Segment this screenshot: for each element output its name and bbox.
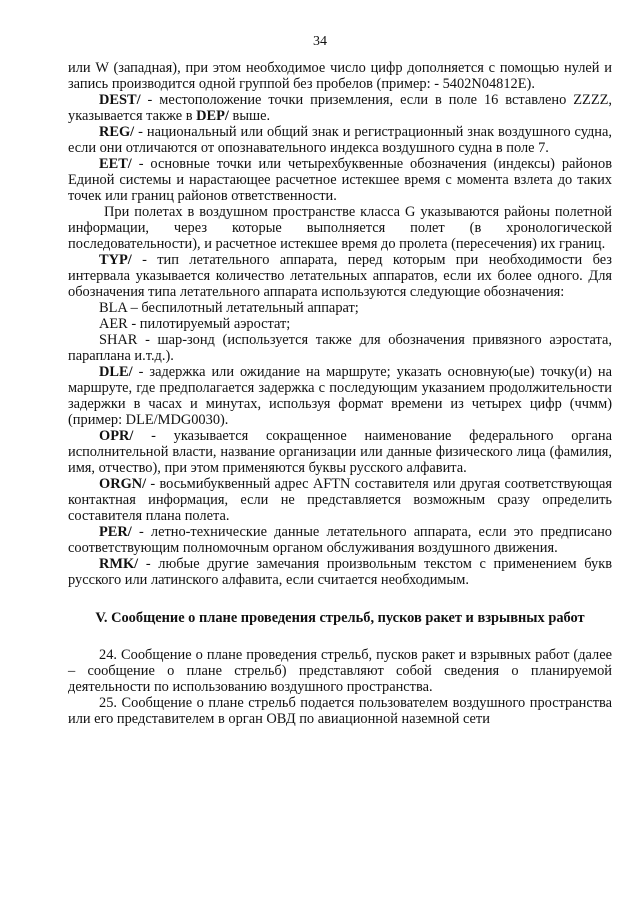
field-code: DEP/ — [196, 108, 229, 124]
field-code: RMK/ — [99, 556, 139, 572]
field-text: - летно-технические данные летательного аппарата, если это предписано соответствующим полномочным органом обслуживания воздушного движения. — [68, 524, 612, 556]
field-dle — [68, 364, 612, 428]
field-opr — [68, 428, 612, 476]
field-text: - любые другие замечания произвольным текстом с применением букв русского или латинского алфавита, если считается необходимым. — [68, 556, 612, 588]
field-code: REG/ — [99, 124, 135, 140]
field-orgn — [68, 476, 612, 524]
field-text: выше. — [228, 108, 271, 124]
typ-list-item: BLA – беспилотный летательный аппарат; — [99, 300, 359, 316]
intro-paragraph: или W (западная), при этом необходимое число цифр дополняется с помощью нулей и запись производится одной группой без пробелов (пример: - 5402N04812E). — [68, 60, 612, 92]
field-per — [68, 524, 612, 556]
field-code: ORGN/ — [99, 476, 147, 492]
field-text: - тип летательного аппарата, перед которым при необходимости без интервала указывается количество летательных аппаратов, если их более одного. Для обозначения типа летательного аппарата используются следующие обозначения: — [68, 252, 612, 300]
field-text: - основные точки или четырехбуквенные обозначения (индексы) районов Единой системы и нарастающее расчетное истекшее время с момента взлета до таких точек или границ районов ответственности. — [68, 156, 612, 204]
field-text: - национальный или общий знак и регистрационный знак воздушного судна, если они отличаются от опознавательного индекса воздушного судна в поле 7. — [68, 124, 612, 156]
field-code: PER/ — [99, 524, 132, 540]
field-code: DEST/ — [99, 92, 141, 108]
field-rmk — [68, 556, 612, 588]
page-number: 34 — [313, 34, 327, 49]
typ-list-item: SHAR - шар-зонд (используется также для обозначения привязного аэростата, параплана и.т.д.). — [68, 332, 612, 364]
section-heading: V. Сообщение о плане проведения стрельб, пусков ракет и взрывных работ — [95, 610, 585, 626]
field-text: - местоположение точки приземления, если в поле 16 вставлено ZZZZ, указывается также в — [68, 92, 612, 124]
field-text: - восьмибуквенный адрес AFTN составителя или другая соответствующая контактная информация, если не представляется возможным сразу определить составителя плана полета. — [68, 476, 612, 524]
paragraph-25: 25. Сообщение о плане стрельб подается пользователем воздушного пространства или его представителем в орган ОВД по авиационной наземной сети — [68, 695, 612, 727]
field-text: - задержка или ожидание на маршруте; указать основную(ые) точку(и) на маршруте, где предполагается задержка с последующим указанием продолжительности задержки в часах и минутах, используя формат времени из четырех цифр (ччмм) (пример: DLE/MDG0030). — [68, 364, 612, 428]
field-dest — [68, 92, 612, 124]
field-text: - указывается сокращенное наименование федерального органа исполнительной власти, название организации или данные физического лица (фамилия, имя, отчество), при этом применяются буквы русского алфавита. — [68, 428, 612, 476]
class-g-paragraph: При полетах в воздушном пространстве класса G указываются районы полетной информации, через которые выполняется полет (в хронологической последовательности), и расчетное истекшее время до пролета (пересечения) их границ. — [68, 204, 612, 252]
field-code: OPR/ — [99, 428, 134, 444]
field-code: DLE/ — [99, 364, 133, 380]
field-reg — [68, 124, 612, 156]
document-body — [68, 60, 612, 727]
field-code: EET/ — [99, 156, 132, 172]
field-code: TYP/ — [99, 252, 132, 268]
field-typ — [68, 252, 612, 300]
typ-list-item: AER - пилотируемый аэростат; — [99, 316, 291, 332]
paragraph-24: 24. Сообщение о плане проведения стрельб, пусков ракет и взрывных работ (далее – сообщение о плане стрельб) представляют собой сведения о планируемой деятельности по использованию воздушного пространства. — [68, 647, 612, 695]
field-eet — [68, 156, 612, 204]
